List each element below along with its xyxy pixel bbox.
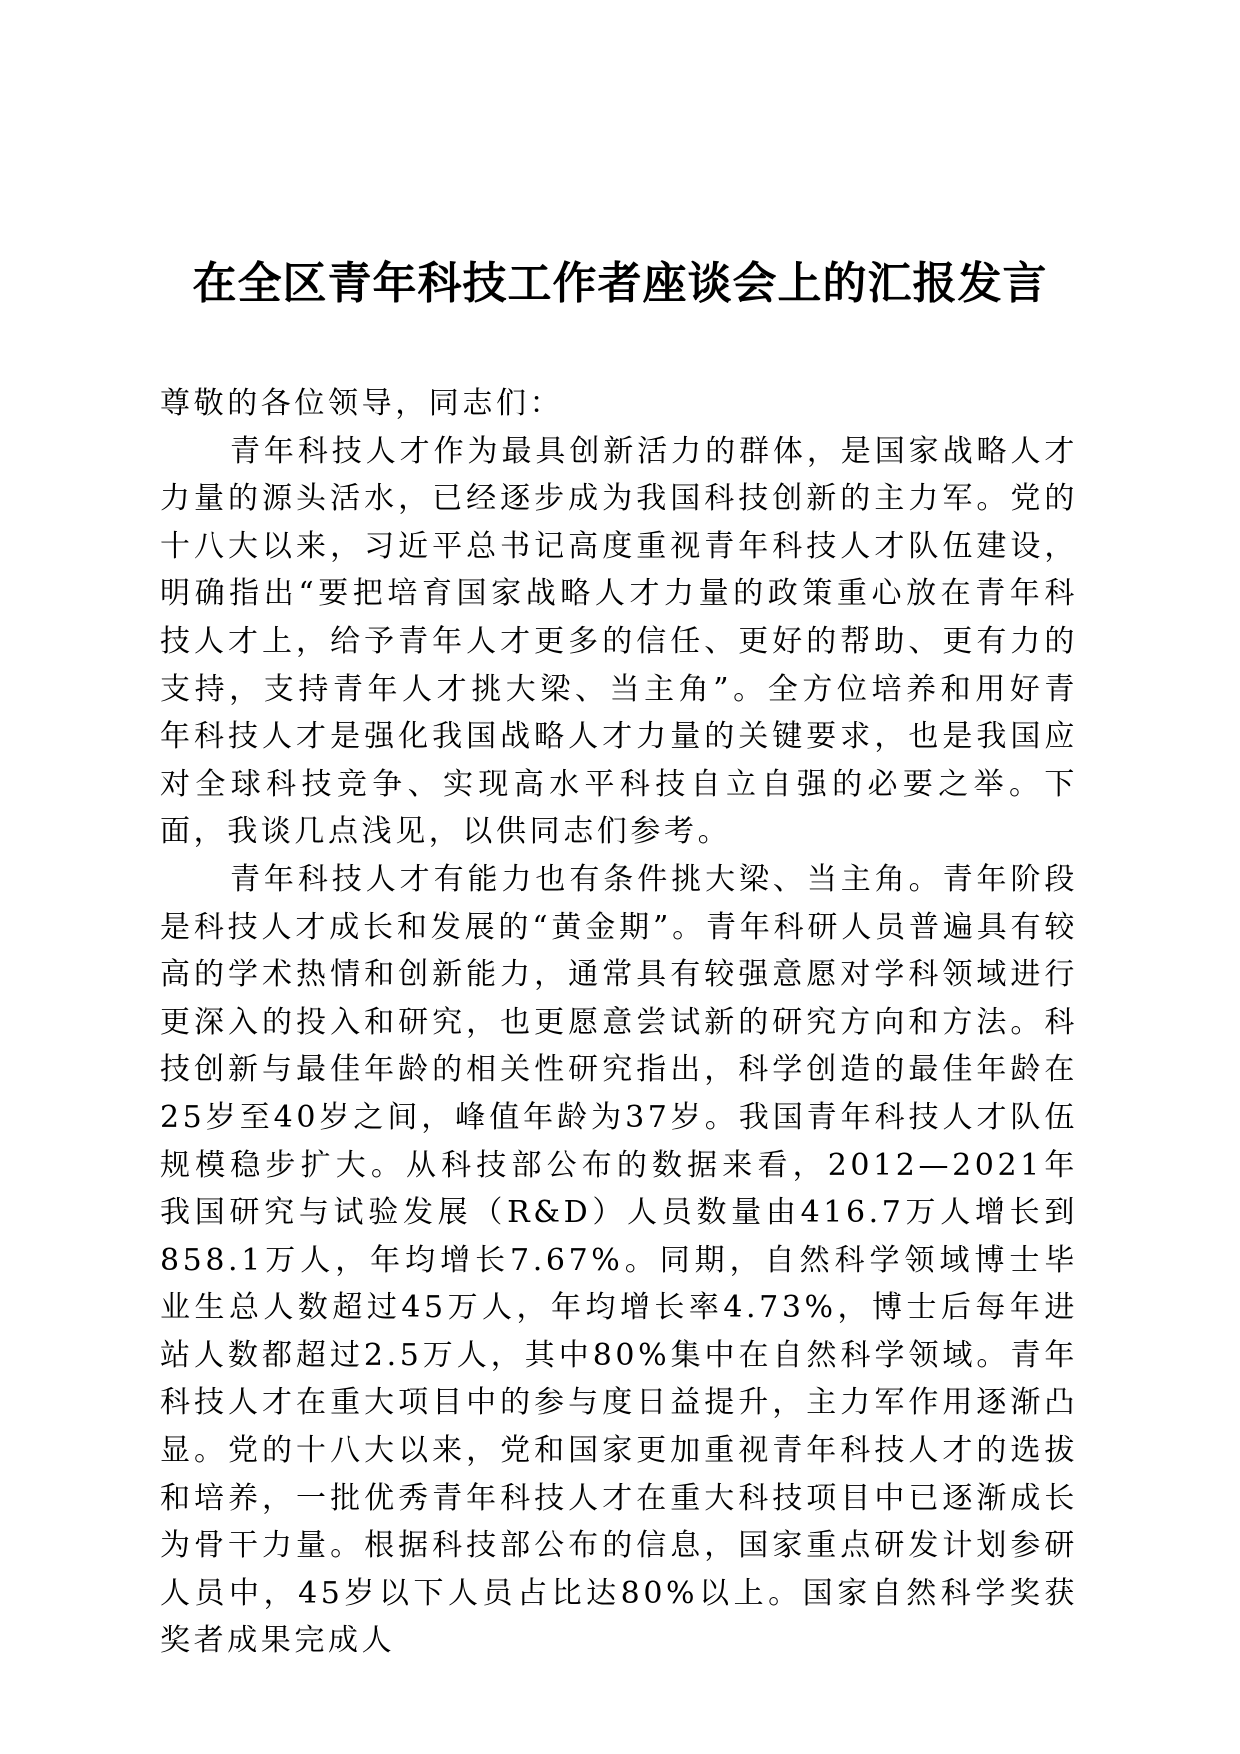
paragraph-2: 青年科技人才有能力也有条件挑大梁、当主角。青年阶段是科技人才成长和发展的“黄金期”。青年科研人员普遍具有较高的学术热情和创新能力，通常具有较强意愿对学科领域进行更深入的投入和研究，也更愿意尝试新的研究方向和方法。科技创新与最佳年龄的相关性研究指出，科学创造的最佳年龄在25岁至40岁之间，峰值年龄为37岁。我国青年科技人才队伍规模稳步扩大。从科技部公布的数据来看，2012—2021年我国研究与试验发展（R&D）人员数量由416.7万人增长到858.1万人，年均增长7.67%。同期，自然科学领域博士毕业生总人数超过45万人，年均增长率4.73%，博士后每年进站人数都超过2.5万人，其中80%集中在自然科学领域。青年科技人才在重大项目中的参与度日益提升，主力军作用逐渐凸显。党的十八大以来，党和国家更加重视青年科技人才的选拔和培养，一批优秀青年科技人才在重大科技项目中已逐渐成长为骨干力量。根据科技部公布的信息，国家重点研发计划参研人员中，45岁以下人员占比达80%以上。国家自然科学奖获奖者成果完成人 xyxy=(160,861,1078,1659)
page-title: 在全区青年科技工作者座谈会上的汇报发言 xyxy=(192,258,1048,309)
paragraph-1: 青年科技人才作为最具创新活力的群体，是国家战略人才力量的源头活水，已经逐步成为我国科技创新的主力军。党的十八大以来，习近平总书记高度重视青年科技人才队伍建设，明确指出“要把培育国家战略人才力量的政策重心放在青年科技人才上，给予青年人才更多的信任、更好的帮助、更有力的支持，支持青年人才挑大梁、当主角”。全方位培养和用好青年科技人才是强化我国战略人才力量的关键要求，也是我国应对全球科技竞争、实现高水平科技自立自强的必要之举。下面，我谈几点浅见，以供同志们参考。 xyxy=(160,433,1078,850)
salutation: 尊敬的各位领导，同志们： xyxy=(160,386,564,421)
document-body xyxy=(160,380,1078,1665)
